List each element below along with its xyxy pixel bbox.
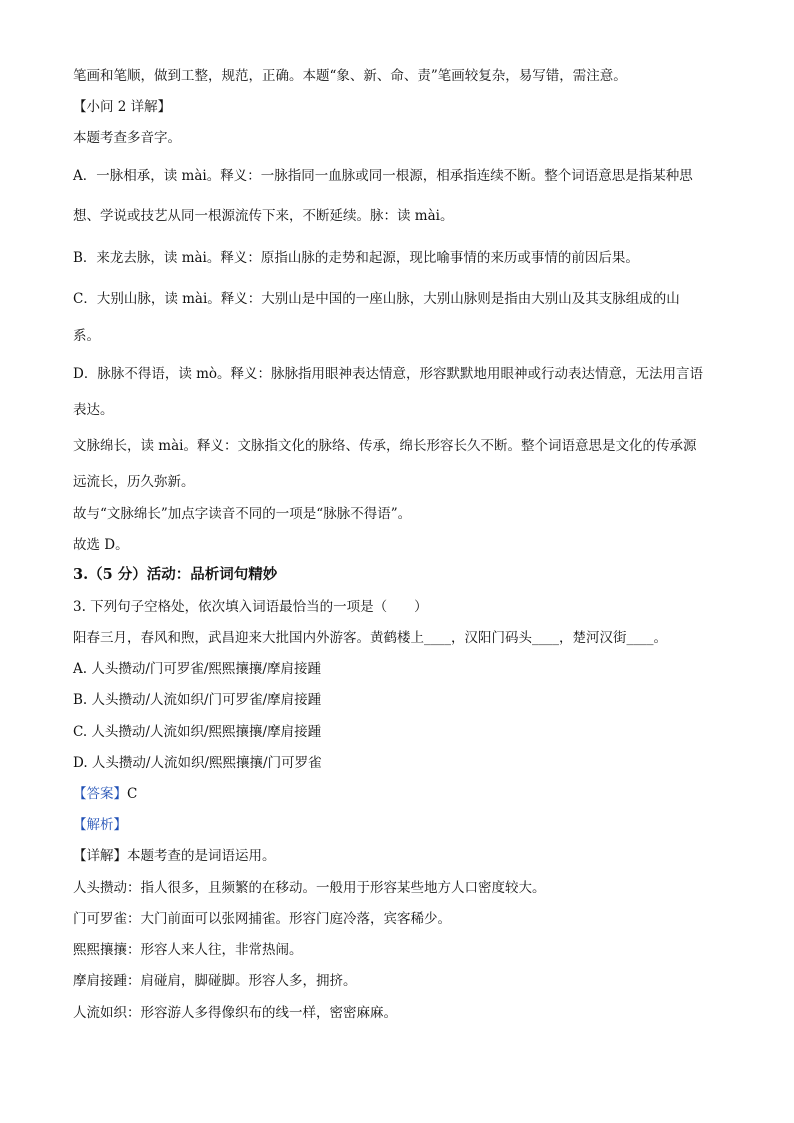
option-a-line-2: 想、学说或技艺从同一根源流传下来，不断延续。脉：读 mài。 [73,208,454,224]
answer-row [73,784,137,804]
choice-d: D. 人头攒动/人流如织/熙熙攘攘/门可罗雀 [73,755,322,771]
option-c-line-2: 系。 [73,328,100,344]
detail-line: 【详解】本题考查的是词语运用。 [73,848,276,864]
definition-line: 人头攒动：指人很多，且频繁的在移动。一般用于形容某些地方人口密度较大。 [73,880,546,896]
answer-line: 故选 D。 [73,537,129,553]
wenmai-line-2: 远流长，历久弥新。 [73,474,195,490]
analysis-tag: 【解析】 [73,817,127,833]
conclusion-line: 故与“文脉绵长”加点字读音不同的一项是“脉脉不得语”。 [73,506,412,522]
choice-c: C. 人头攒动/人流如织/熙熙攘攘/摩肩接踵 [73,724,322,740]
definition-line: 熙熙攘攘：形容人来人往，非常热闹。 [73,942,303,958]
sub-question-heading: 【小问 2 详解】 [73,99,172,115]
answer-tag: 【答案】 [73,786,127,802]
text-line: 笔画和笔顺，做到工整，规范，正确。本题“象、新、命、责”笔画较复杂，易写错，需注意。 [73,68,627,84]
question-passage: 阳春三月，春风和煦，武昌迎来大批国内外游客。黄鹤楼上____，汉阳门码头____，楚河汉街____。 [73,630,667,646]
section-heading: 3.（5 分）活动：品析词句精妙 [73,566,278,583]
text-line: 本题考查多音字。 [73,130,181,146]
option-b-line: B．来龙去脉，读 mài。释义：原指山脉的走势和起源，现比喻事情的来历或事情的前因后果。 [73,250,639,266]
choice-b: B. 人头攒动/人流如织/门可罗雀/摩肩接踵 [73,692,322,708]
question-stem: 3. 下列句子空格处，依次填入词语最恰当的一项是（ ） [73,599,428,615]
wenmai-line-1: 文脉绵长，读 mài。释义：文脉指文化的脉络、传承，绵长形容长久不断。整个词语意思是文化的传承源 [73,438,697,454]
definition-line: 门可罗雀：大门前面可以张网捕雀。形容门庭冷落，宾客稀少。 [73,911,451,927]
choice-a: A. 人头攒动/门可罗雀/熙熙攘攘/摩肩接踵 [73,661,321,677]
option-c-line-1: C．大别山脉，读 mài。释义：大别山是中国的一座山脉，大别山脉则是指由大别山及其支脉组成的山 [73,291,680,307]
option-d-line-1: D．脉脉不得语，读 mò。释义：脉脉指用眼神表达情意，形容默默地用眼神或行动表达情意，无法用言语 [73,366,704,382]
option-d-line-2: 表达。 [73,402,114,418]
option-a-line-1: A．一脉相承，读 mài。释义：一脉指同一血脉或同一根源，相承指连续不断。整个词语意思是指某种思 [73,168,693,184]
answer-value: C [127,786,138,802]
definition-line: 摩肩接踵：肩碰肩，脚碰脚。形容人多，拥挤。 [73,973,357,989]
definition-line: 人流如织：形容游人多得像织布的线一样，密密麻麻。 [73,1005,397,1021]
